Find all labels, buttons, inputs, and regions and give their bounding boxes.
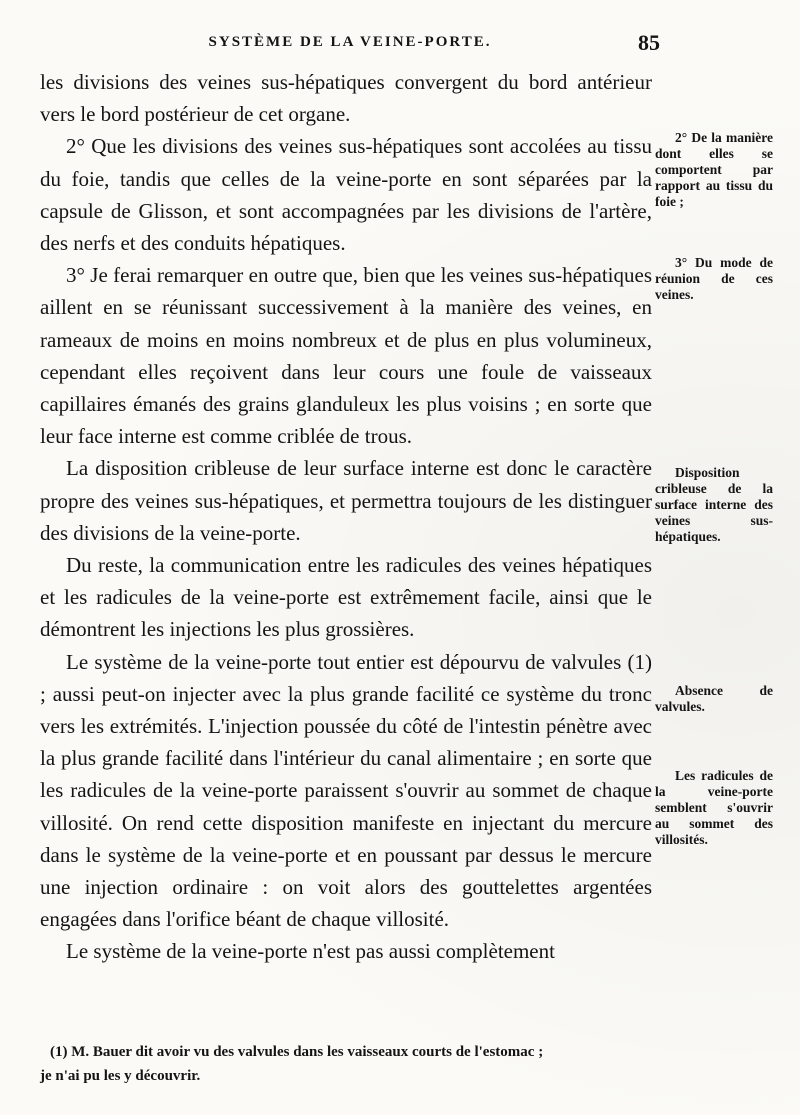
paragraph-second-point: 2° Que les divisions des veines sus-hépatiques sont accolées au tissu du foie, tandis que celles de la veine-porte en sont séparées par la capsule de Glisson, et sont accompagnées par les divisions de l'artère, des nerfs et des conduits hépatiques. [40,134,652,256]
margin-note-radicules: Les radicules de la veine-porte semblent s'ouvrir au sommet des villosités. [655,768,773,847]
page-number: 85 [638,30,660,55]
margin-note-tissu: 2° De la manière dont elles se comportent par rapport au tissu du foie ; [655,130,773,209]
footnote-line-2: je n'ai pu les y découvrir. [40,1068,201,1084]
main-text [40,66,652,968]
footnote [40,1040,652,1088]
page-header [40,30,660,60]
paragraph-communication: Du reste, la communication entre les radicules des veines hépatiques et les radicules de la veine-porte est extrêmement facile, ainsi que le démontrent les injections les plus grossières. [40,553,652,642]
paragraph-continuation: les divisions des veines sus-hépatiques convergent du bord antérieur vers le bord postérieur de cet organe. [40,70,652,127]
paragraph-final: Le système de la veine-porte n'est pas aussi complètement [66,939,555,964]
margin-note-cribleuse: Disposition cribleuse de la surface interne des veines sus-hépatiques. [655,465,773,544]
running-head: SYSTÈME DE LA VEINE-PORTE. [208,34,492,50]
paragraph-valvules: Le système de la veine-porte tout entier est dépourvu de valvules (1) ; aussi peut-on injecter avec la plus grande facilité ce système du tronc vers les extrémités. L'injection poussée du côté de l'intestin pénètre avec la plus grande facilité dans l'intérieur du canal alimentaire ; en sorte que les radicules de la veine-porte paraissent s'ouvrir au sommet de chaque villosité. On rend cette disposition manifeste en injectant du mercure dans le système de la veine-porte et en poussant par dessus le mercure une injection ordinaire : on voit alors des gouttelettes argentées engagées dans l'orifice béant de chaque villosité. [40,649,652,932]
paragraph-third-point: 3° Je ferai remarquer en outre que, bien que les veines sus-hépatiques aillent en se réunissant successivement à la manière des veines, en rameaux de moins en moins nombreux et de plus en plus volumineux, cependant elles reçoivent dans leur cours une foule de vaisseaux capillaires émanés des grains glanduleux les plus voisins ; en sorte que leur face interne est comme criblée de trous. [40,263,652,449]
margin-note-valvules: Absence de valvules. [655,683,773,714]
margin-note-reunion: 3° Du mode de réunion de ces veines. [655,255,773,302]
paragraph-cribleuse: La disposition cribleuse de leur surface interne est donc le caractère propre des veines sus-hépatiques, et permettra toujours de les distinguer des divisions de la veine-porte. [40,456,652,545]
footnote-line-1: (1) M. Bauer dit avoir vu des valvules dans les vaisseaux courts de l'estomac ; [50,1044,544,1060]
